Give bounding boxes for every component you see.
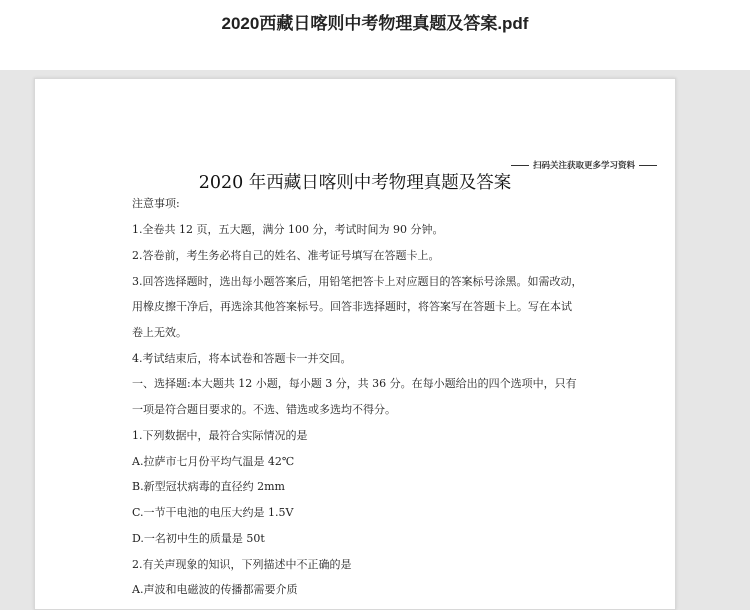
text-line: 用橡皮擦干净后，再选涂其他答案标号。回答非选择题时，将答案写在答题卡上。写在本试 — [132, 300, 572, 313]
text-line: B.新型冠状病毒的直径约 2mm — [132, 480, 285, 493]
watermark-rule-right — [639, 165, 657, 166]
pdf-page — [34, 78, 676, 610]
text-line: C.一节干电池的电压大约是 1.5V — [132, 506, 294, 519]
text-line: 注意事项: — [132, 197, 180, 210]
text-line: 卷上无效。 — [132, 326, 187, 339]
text-line: 1.全卷共 12 页，五大题，满分 100 分，考试时间为 90 分钟。 — [132, 223, 444, 236]
watermark-text: 扫码关注获取更多学习资料 — [532, 161, 635, 171]
text-line: A.拉萨市七月份平均气温是 42℃ — [132, 455, 295, 468]
text-line: D.一名初中生的质量是 50t — [132, 532, 265, 545]
text-line: 1.下列数据中，最符合实际情况的是 — [132, 429, 308, 442]
text-line: A.声波和电磁波的传播都需要介质 — [132, 583, 298, 596]
text-line: 2.答卷前，考生务必将自己的姓名、准考证号填写在答题卡上。 — [132, 249, 440, 262]
watermark-rule-left — [511, 165, 529, 166]
document-viewer[interactable] — [0, 70, 750, 596]
document-title: 2020西藏日喀则中考物理真题及答案.pdf — [221, 14, 529, 33]
text-line: 2.有关声现象的知识，下列描述中不正确的是 — [132, 558, 352, 571]
text-line: 一、选择题:本大题共 12 小题，每小题 3 分，共 36 分。在每小题给出的四个选项中，只有 — [132, 377, 577, 390]
text-line: 3.回答选择题时，选出每小题答案后，用铅笔把答卡上对应题目的答案标号涂黑。如需改动， — [132, 275, 583, 288]
text-line: 一项是符合题目要求的。不选、错选或多选均不得分。 — [132, 403, 396, 416]
text-line: 4.考试结束后，将本试卷和答题卡一并交回。 — [132, 352, 352, 365]
page-heading: 2020 年西藏日喀则中考物理真题及答案 — [198, 173, 512, 193]
title-bar — [0, 0, 750, 70]
